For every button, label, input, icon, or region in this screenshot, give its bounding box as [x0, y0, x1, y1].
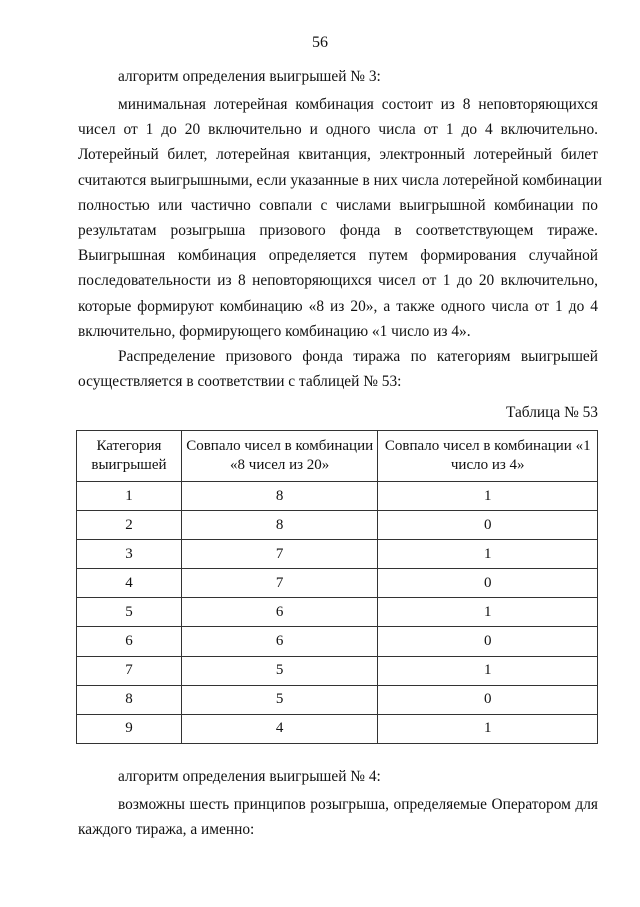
table-cell: 7: [181, 540, 378, 569]
table-cell: 6: [77, 627, 182, 656]
table-cell: 5: [181, 656, 378, 685]
text-line: последовательности из 8 неповторяющихся чисел от 1 до 20 включительно,: [78, 272, 598, 290]
table-cell: 0: [378, 685, 598, 714]
table-cell: 8: [181, 482, 378, 511]
table-cell: 1: [77, 482, 182, 511]
text-line: полностью или частично совпали с числами выигрышной комбинации по: [78, 196, 598, 214]
header-matched-8-of-20: Совпало чисел в комбинации «8 чисел из 20»: [181, 431, 378, 482]
table-cell: 9: [77, 714, 182, 743]
text-line: каждого тиража, а именно:: [78, 821, 255, 839]
table-row: [77, 511, 598, 540]
table-cell: 0: [378, 627, 598, 656]
table-cell: 1: [378, 714, 598, 743]
table-cell: 0: [378, 511, 598, 540]
table-cell: 5: [181, 685, 378, 714]
table-cell: 1: [378, 656, 598, 685]
paragraph-algorithm-3-description: [78, 92, 602, 344]
text-line: считаются выигрышными, если указанные в них числа лотерейной комбинации: [78, 171, 602, 189]
text-line: Выигрышная комбинация определяется путем формирования случайной: [78, 247, 598, 265]
text-line: которые формируют комбинацию «8 из 20», а также одного числа от 1 до 4: [78, 297, 598, 315]
table-row: [77, 714, 598, 743]
table-cell: 4: [77, 569, 182, 598]
heading-algorithm-4: алгоритм определения выигрышей № 4:: [118, 768, 381, 785]
table-row: [77, 482, 598, 511]
page-number: 56: [312, 34, 328, 51]
table-row: [77, 598, 598, 627]
table-caption: Таблица № 53: [505, 404, 598, 421]
table-cell: 2: [77, 511, 182, 540]
table-cell: 5: [77, 598, 182, 627]
text-line: Распределение призового фонда тиража по категориям выигрышей: [118, 348, 598, 365]
paragraph-algorithm-4-description: [78, 792, 598, 842]
text-line: осуществляется в соответствии с таблицей № 53:: [78, 373, 402, 391]
table-cell: 3: [77, 540, 182, 569]
text-line: минимальная лотерейная комбинация состоит из 8 неповторяющихся: [118, 96, 598, 113]
text-line: Лотерейный билет, лотерейная квитанция, электронный лотерейный билет: [78, 146, 598, 164]
table-row: [77, 656, 598, 685]
table-row: [77, 685, 598, 714]
table-row: [77, 569, 598, 598]
heading-algorithm-3: алгоритм определения выигрышей № 3:: [118, 68, 381, 85]
table-cell: 8: [77, 685, 182, 714]
paragraph-prize-distribution: [78, 344, 598, 394]
text-line: результатам розыгрыша призового фонда в соответствующем тираже.: [78, 222, 598, 240]
table-cell: 7: [181, 569, 378, 598]
table-header-row: [77, 431, 598, 482]
table-cell: 4: [181, 714, 378, 743]
table-cell: 1: [378, 598, 598, 627]
text-line: возможны шесть принципов розыгрыша, определяемые Оператором для: [118, 796, 598, 813]
table-row: [77, 627, 598, 656]
table-cell: 6: [181, 598, 378, 627]
text-line: включительно, формирующего комбинацию «1 число из 4».: [78, 322, 471, 340]
table-cell: 8: [181, 511, 378, 540]
header-category: Категория выигрышей: [77, 431, 182, 482]
table-cell: 1: [378, 482, 598, 511]
table-cell: 1: [378, 540, 598, 569]
table-cell: 6: [181, 627, 378, 656]
table-cell: 0: [378, 569, 598, 598]
table-row: [77, 540, 598, 569]
header-matched-1-of-4: Совпало чисел в комбинации «1 число из 4»: [378, 431, 598, 482]
text-line: чисел от 1 до 20 включительно и одного числа от 1 до 4 включительно.: [78, 121, 598, 139]
prize-categories-table: [76, 430, 598, 744]
table-cell: 7: [77, 656, 182, 685]
